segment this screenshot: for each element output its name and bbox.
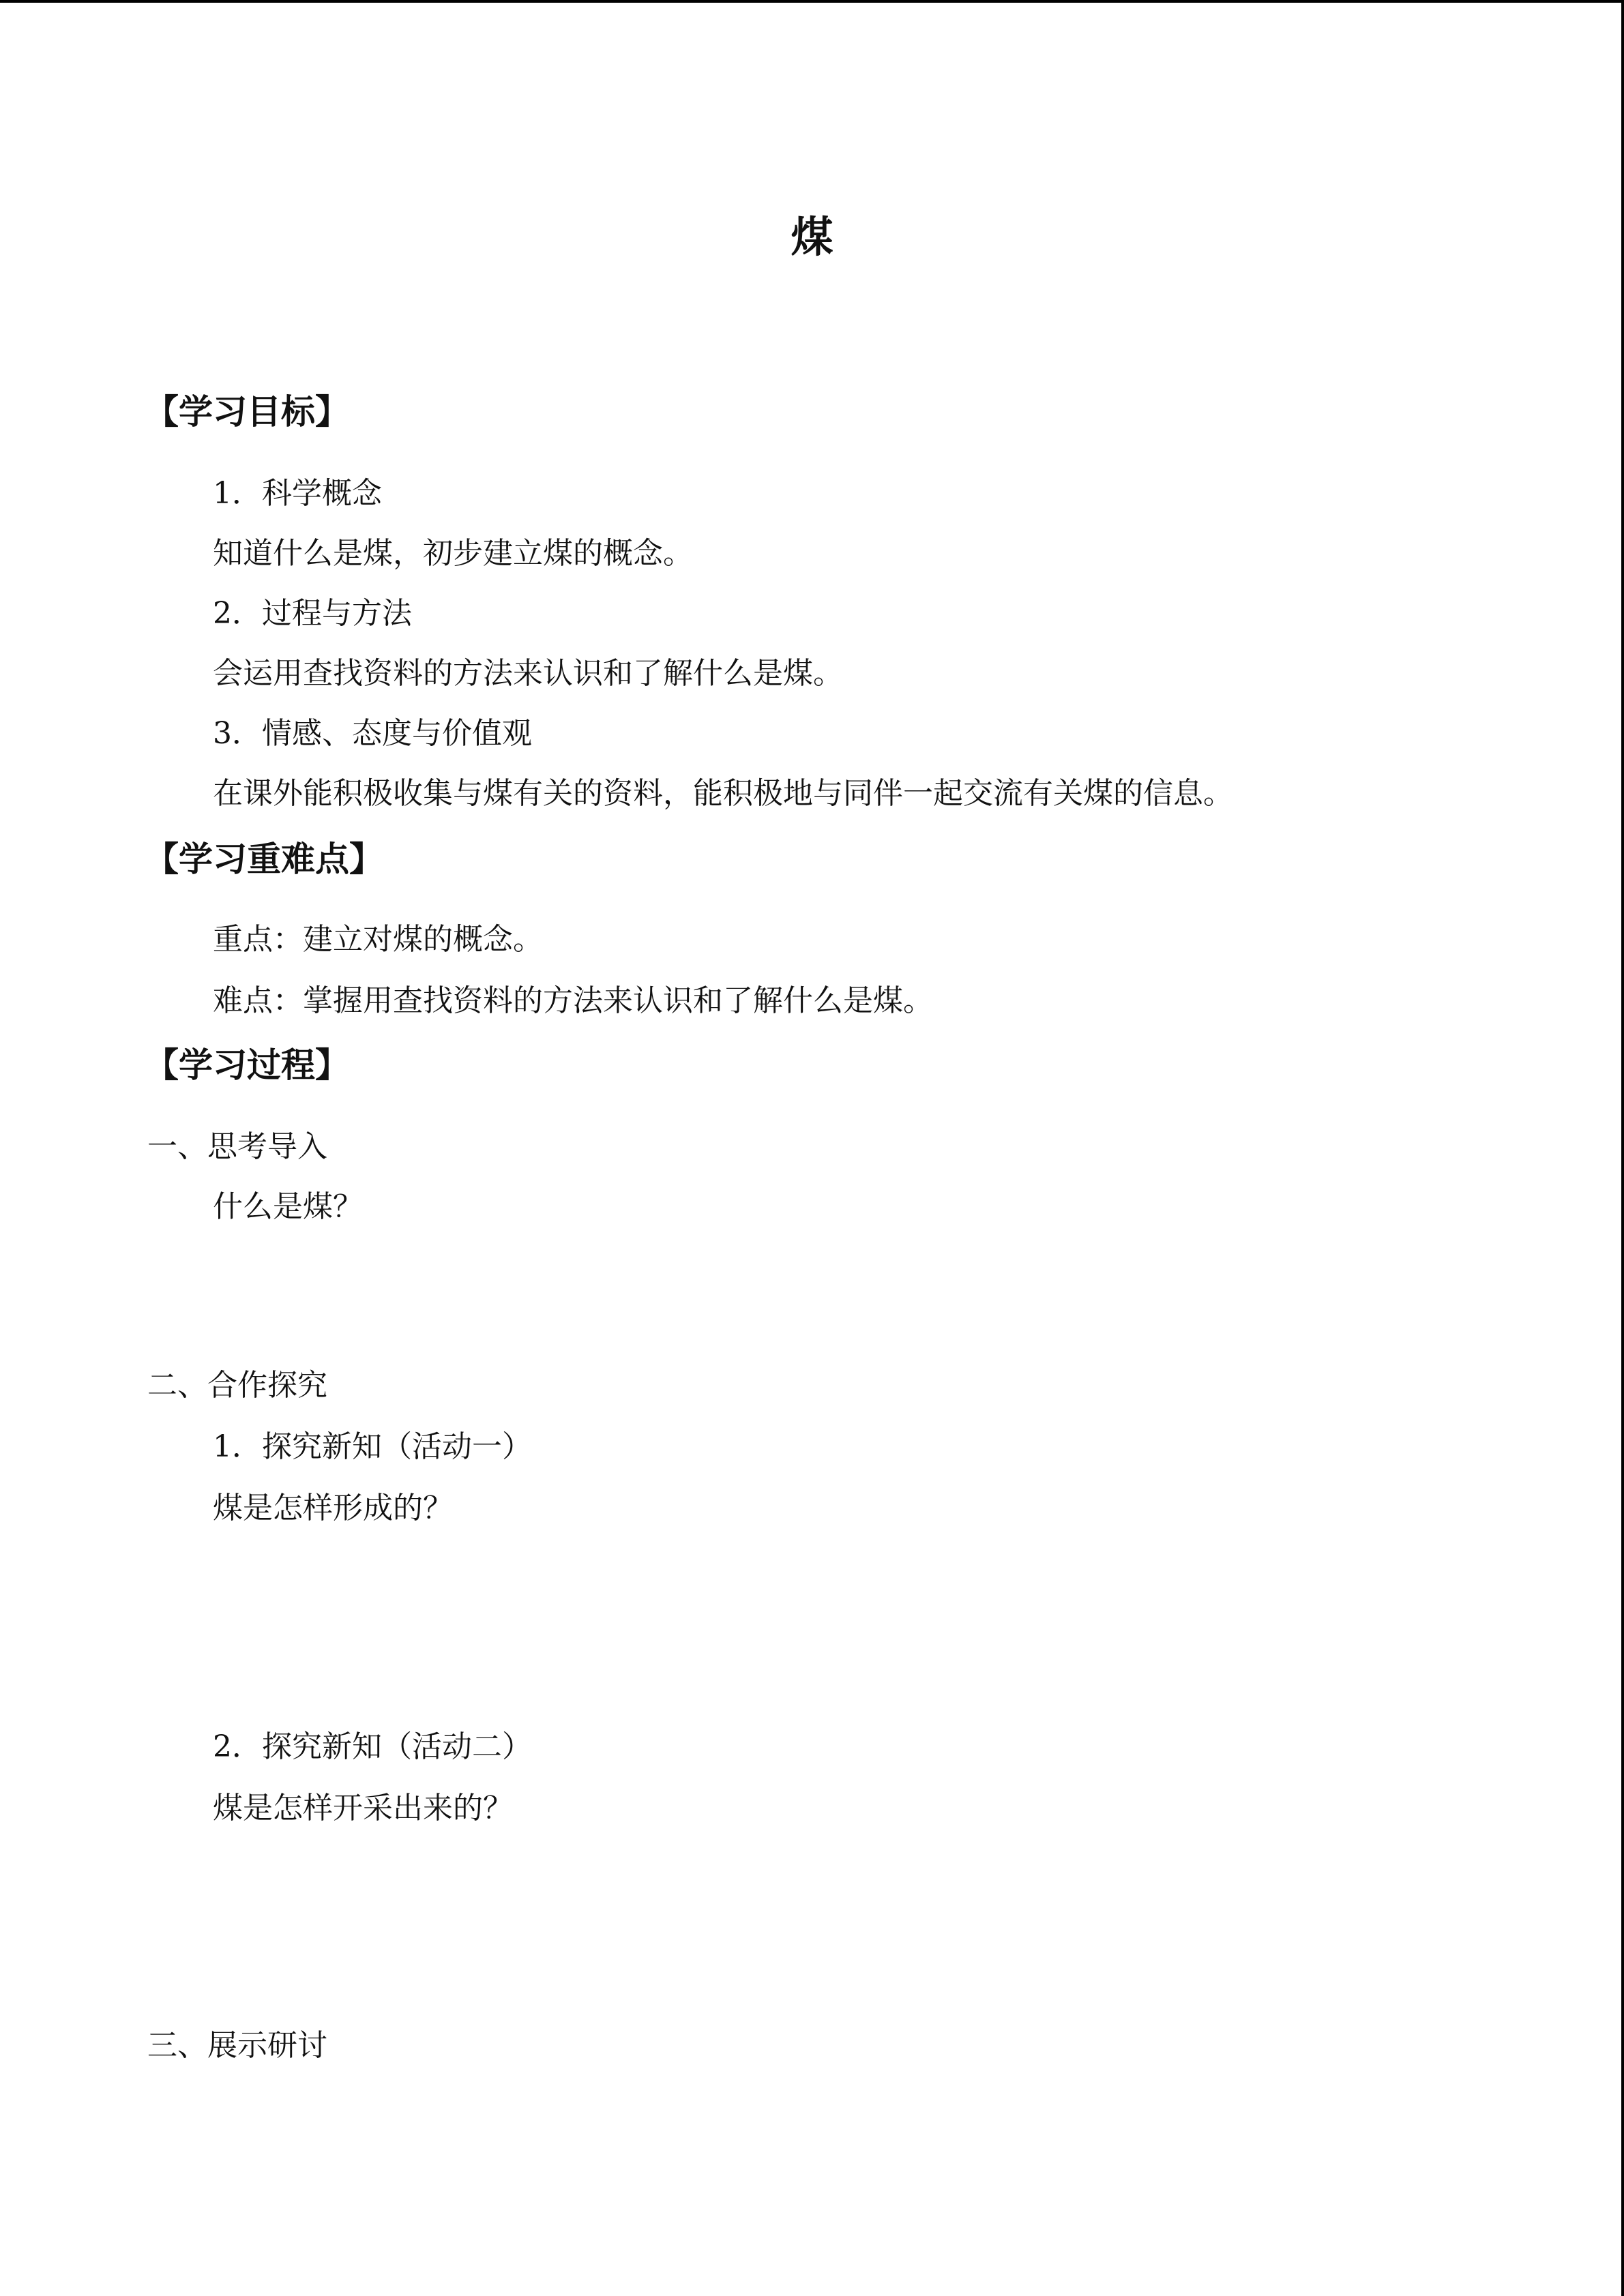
goal-item-2-text: 会运用查找资料的方法来认识和了解什么是煤。 — [213, 656, 843, 691]
section-heading-process: 【学习过程】 — [145, 1045, 349, 1085]
goal-item-1-title: 1．科学概念 — [213, 476, 382, 511]
goal-item-3-title: 3．情感、态度与价值观 — [213, 716, 532, 751]
section-heading-goals: 【学习目标】 — [145, 392, 349, 432]
process-part-1-title: 一、思考导入 — [147, 1129, 327, 1164]
activity-1-question: 煤是怎样形成的？ — [213, 1491, 453, 1525]
activity-2-question: 煤是怎样开采出来的？ — [213, 1791, 513, 1825]
document-title: 煤 — [791, 212, 833, 262]
goal-item-1-text: 知道什么是煤，初步建立煤的概念。 — [213, 536, 693, 571]
activity-2-title: 2．探究新知（活动二） — [213, 1729, 532, 1764]
process-part-2-title: 二、合作探究 — [147, 1368, 327, 1403]
activity-1-title: 1．探究新知（活动一） — [213, 1429, 532, 1464]
process-part-1-question: 什么是煤？ — [213, 1189, 363, 1224]
key-point-difficulty: 难点：掌握用查找资料的方法来认识和了解什么是煤。 — [213, 983, 933, 1018]
process-part-3-title: 三、展示研讨 — [147, 2028, 327, 2063]
section-heading-key-points: 【学习重难点】 — [145, 839, 383, 879]
key-point-focus: 重点：建立对煤的概念。 — [213, 922, 543, 957]
goal-item-3-text: 在课外能积极收集与煤有关的资料，能积极地与同伴一起交流有关煤的信息。 — [213, 776, 1233, 811]
goal-item-2-title: 2．过程与方法 — [213, 596, 412, 631]
